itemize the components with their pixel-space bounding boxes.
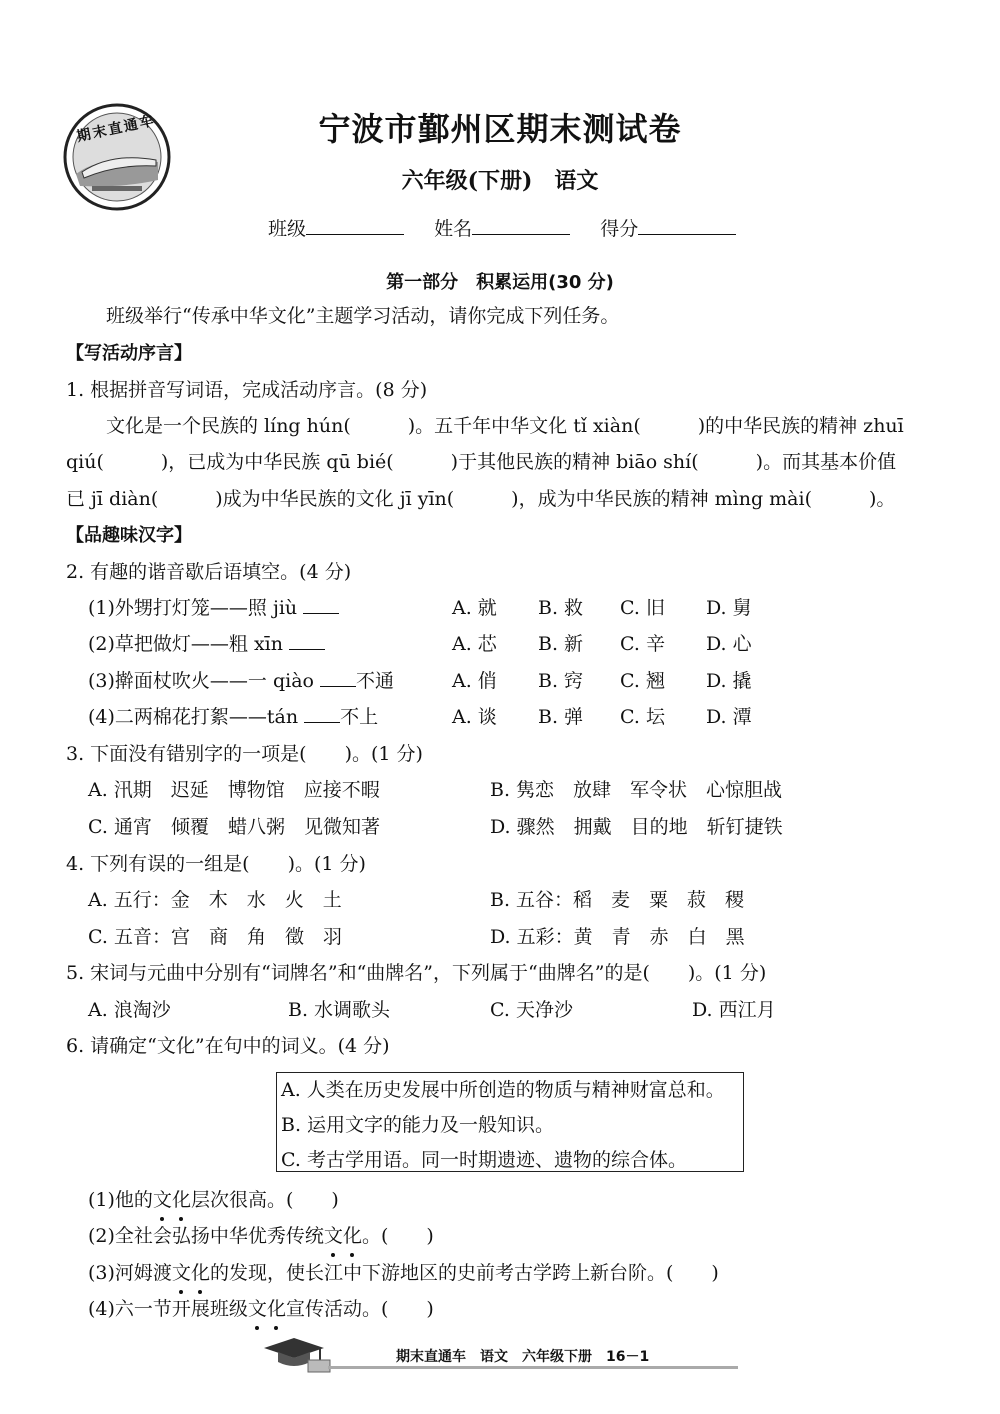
definition-item: A. 人类在历史发展中所创造的物质与精神财富总和。 xyxy=(281,1079,725,1101)
answer-blank[interactable] xyxy=(304,722,340,723)
q2-option: D. 心 xyxy=(706,633,752,655)
q2-item: (4)二两棉花打絮——tán 不上 xyxy=(88,706,379,728)
q2-option: D. 撬 xyxy=(706,670,752,692)
score-field[interactable] xyxy=(638,234,736,235)
q2-option: B. 窍 xyxy=(538,670,584,692)
q2-option: C. 旧 xyxy=(620,597,665,619)
q1-line: 已 jī diàn( )成为中华民族的文化 jī yīn( )，成为中华民族的精神 mìng mài( )。 xyxy=(66,488,896,510)
q2-option: A. 芯 xyxy=(452,633,497,655)
emphasis-char: 化 xyxy=(191,1259,210,1287)
q3-option: C. 通宵 倾覆 蜡八粥 见微知著 xyxy=(88,816,380,838)
definition-box xyxy=(276,1072,744,1172)
emphasis-char: 文 xyxy=(153,1186,172,1214)
q4-option: A. 五行：金 木 水 火 土 xyxy=(88,889,342,911)
emphasis-char: 文 xyxy=(172,1259,191,1287)
definition-item: B. 运用文字的能力及一般知识。 xyxy=(281,1114,555,1136)
q4-option: D. 五彩：黄 青 赤 白 黑 xyxy=(490,926,745,948)
q5-option: B. 水调歌头 xyxy=(288,999,391,1021)
q5-option: C. 天净沙 xyxy=(490,999,573,1021)
q3-option: D. 骤然 拥戴 目的地 斩钉捷铁 xyxy=(490,816,783,838)
q2-option: D. 潭 xyxy=(706,706,752,728)
emphasis-char: 文 xyxy=(248,1295,267,1323)
q6-stem: 6. 请确定“文化”在句中的词义。(4 分) xyxy=(66,1035,390,1057)
graduation-cap-icon xyxy=(258,1330,338,1376)
q3-option: A. 汛期 迟延 博物馆 应接不暇 xyxy=(88,779,380,801)
page-subtitle: 六年级(下册) 语文 xyxy=(401,168,599,194)
q2-option: C. 翘 xyxy=(620,670,665,692)
q2-option: A. 谈 xyxy=(452,706,497,728)
q2-option: C. 辛 xyxy=(620,633,665,655)
q3-stem: 3. 下面没有错别字的一项是( )。(1 分) xyxy=(66,743,423,765)
q2-item: (2)草把做灯——粗 xīn xyxy=(88,630,325,658)
footer-text: 期末直通车 语文 六年级下册 16－1 xyxy=(396,1349,650,1365)
q2-option: B. 弹 xyxy=(538,706,584,728)
footer-bar xyxy=(328,1366,738,1369)
q4-option: B. 五谷：稻 麦 粟 菽 稷 xyxy=(490,889,745,911)
q3-option: B. 隽恋 放肆 军令状 心惊胆战 xyxy=(490,779,783,801)
q1-line: 文化是一个民族的 líng hún( )。五千年中华文化 tǐ xiàn( )的中华民族的精神 zhuī xyxy=(106,415,904,437)
score-label: 得分 xyxy=(600,218,639,240)
q6-sentence: (3)河姆渡文化的发现，使长江中下游地区的史前考古学跨上新台阶。( ) xyxy=(88,1259,719,1287)
q2-option: B. 新 xyxy=(538,633,584,655)
section-heading: 【写活动序言】 xyxy=(66,343,192,364)
q5-option: A. 浪淘沙 xyxy=(88,999,171,1021)
q6-sentence: (2)全社会弘扬中华优秀传统文化。( ) xyxy=(88,1222,434,1250)
q2-stem: 2. 有趣的谐音歇后语填空。(4 分) xyxy=(66,561,352,583)
part1-intro: 班级举行“传承中华文化”主题学习活动，请你完成下列任务。 xyxy=(106,305,620,327)
q2-item: (1)外甥打灯笼——照 jiù xyxy=(88,594,339,622)
page-title: 宁波市鄞州区期末测试卷 xyxy=(318,110,682,148)
q1-line: qiú( )，已成为中华民族 qū bié( )于其他民族的精神 biāo shí( )。而其基本价值 xyxy=(66,451,897,473)
answer-blank[interactable] xyxy=(289,649,325,650)
q2-option: B. 救 xyxy=(538,597,584,619)
q6-sentence: (1)他的文化层次很高。( ) xyxy=(88,1186,339,1214)
class-field[interactable] xyxy=(306,234,404,235)
q2-option: C. 坛 xyxy=(620,706,665,728)
emphasis-char: 化 xyxy=(172,1186,191,1214)
emphasis-char: 化 xyxy=(267,1295,286,1323)
answer-blank[interactable] xyxy=(320,686,356,687)
class-label: 班级 xyxy=(268,218,307,240)
name-field[interactable] xyxy=(472,234,570,235)
part1-title: 第一部分 积累运用(30 分) xyxy=(386,272,614,293)
q2-option: D. 舅 xyxy=(706,597,752,619)
q2-option: A. 俏 xyxy=(452,670,497,692)
q2-item: (3)擀面杖吹火——一 qiào 不通 xyxy=(88,670,395,692)
footer xyxy=(258,1330,738,1376)
q5-stem: 5. 宋词与元曲中分别有“词牌名”和“曲牌名”，下列属于“曲牌名”的是( )。(1 分) xyxy=(66,962,767,984)
answer-blank[interactable] xyxy=(303,613,339,614)
q4-option: C. 五音：宫 商 角 徵 羽 xyxy=(88,926,342,948)
definition-item: C. 考古学用语。同一时期遗迹、遗物的综合体。 xyxy=(281,1149,687,1171)
q1-stem: 1. 根据拼音写词语，完成活动序言。(8 分) xyxy=(66,379,428,401)
logo-text: 期末直通车 xyxy=(75,112,157,146)
q5-option: D. 西江月 xyxy=(692,999,776,1021)
section-heading: 【品趣味汉字】 xyxy=(66,525,192,546)
name-label: 姓名 xyxy=(434,218,473,240)
emphasis-char: 文 xyxy=(324,1222,343,1250)
emphasis-char: 化 xyxy=(343,1222,362,1250)
q4-stem: 4. 下列有误的一组是( )。(1 分) xyxy=(66,853,366,875)
q6-sentence: (4)六一节开展班级文化宣传活动。( ) xyxy=(88,1295,434,1323)
q2-option: A. 就 xyxy=(452,597,497,619)
info-fields xyxy=(268,214,736,241)
